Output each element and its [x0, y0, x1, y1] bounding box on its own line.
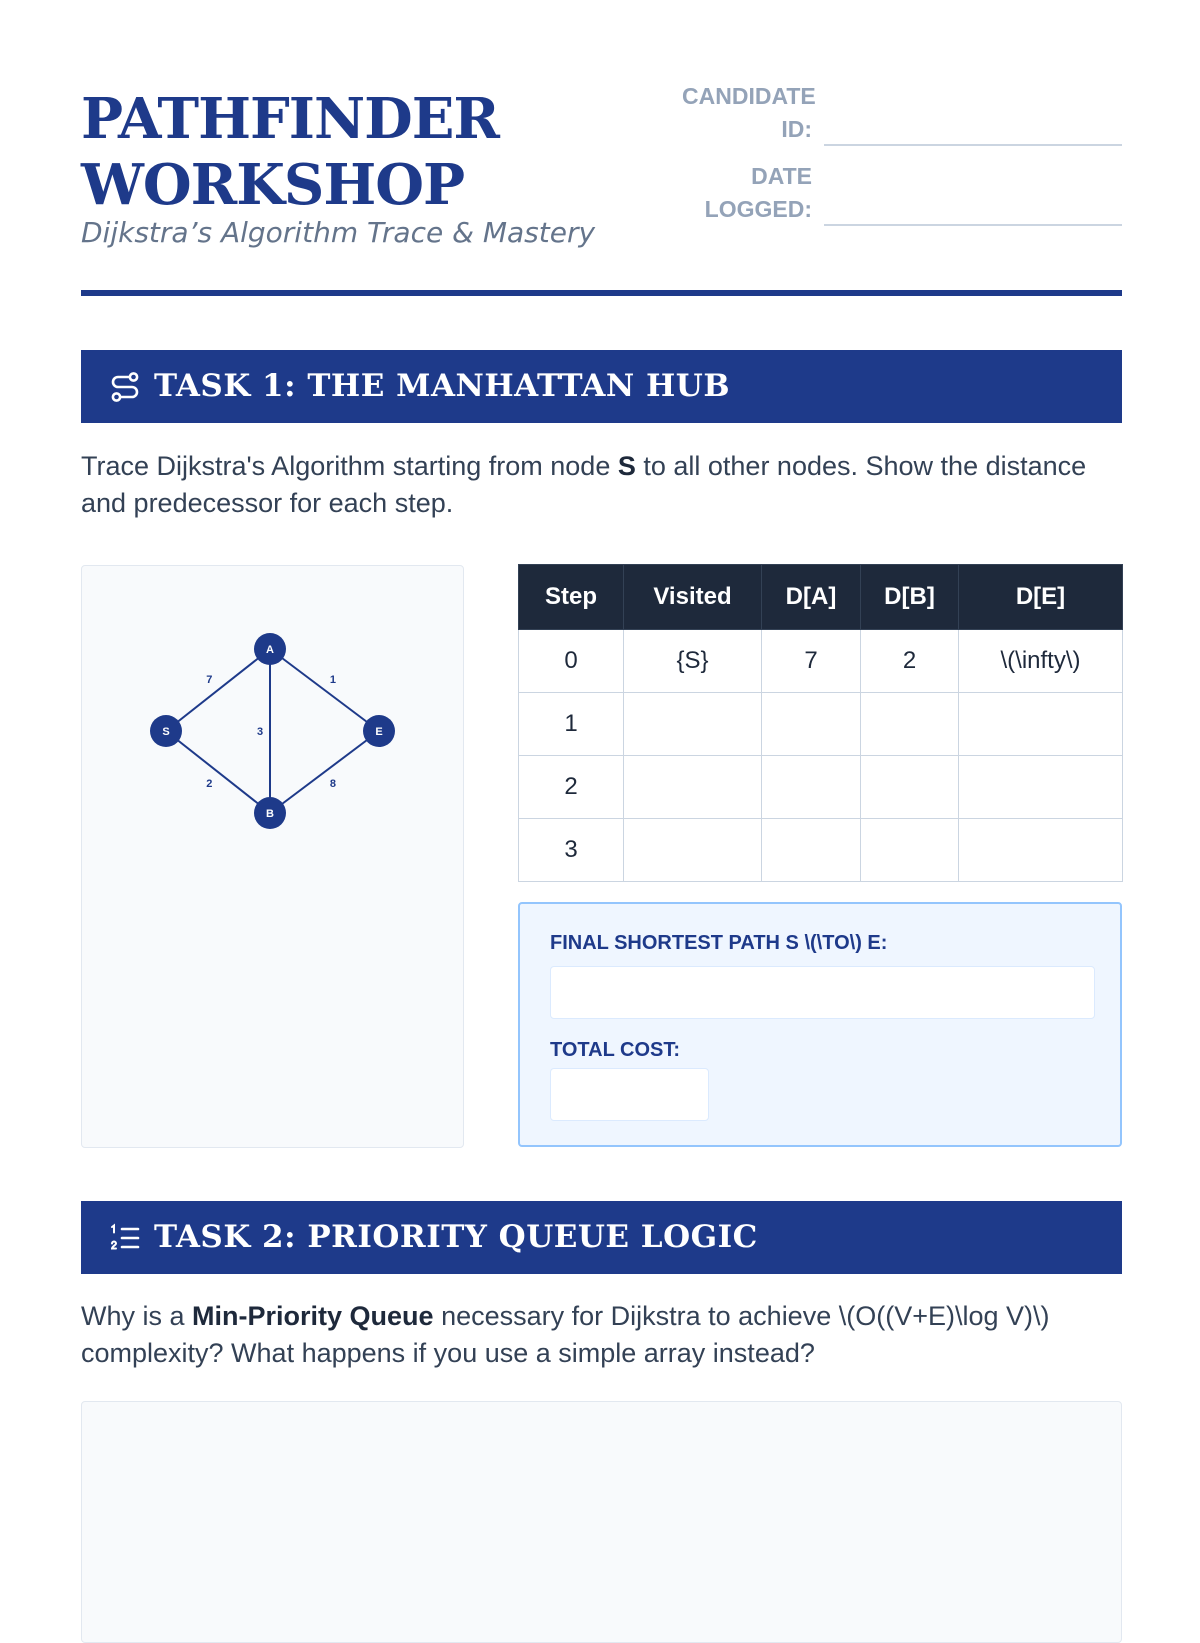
node-label: B: [266, 808, 274, 820]
header-divider: [81, 290, 1122, 296]
trace-cell[interactable]: [959, 756, 1123, 819]
worksheet-header: [81, 80, 1122, 280]
task1-prompt-node: S: [617, 451, 636, 481]
trace-cell[interactable]: [624, 693, 762, 756]
candidate-id-row: [682, 80, 1122, 146]
node-label: S: [162, 726, 170, 738]
edge-weight-label: 7: [206, 674, 213, 687]
trace-cell: 1: [519, 693, 624, 756]
task2-response-area[interactable]: [81, 1401, 1122, 1643]
task1-prompt-start: Trace Dijkstra's Algorithm starting from node: [81, 451, 618, 481]
page-title: [81, 86, 499, 218]
task1-prompt: [81, 448, 1122, 522]
trace-cell[interactable]: [959, 819, 1123, 882]
trace-cell[interactable]: [861, 756, 959, 819]
task2-prompt-start: Why is a: [81, 1301, 193, 1331]
task1-title: TASK 1: THE MANHATTAN HUB: [154, 368, 731, 404]
task2-prompt-term: Min-Priority Queue: [192, 1301, 434, 1331]
route-icon: [109, 371, 141, 403]
candidate-id-label: CANDIDATE ID:: [682, 83, 816, 142]
trace-cell: 0: [519, 630, 624, 693]
date-logged-field[interactable]: [824, 194, 1122, 226]
trace-cell[interactable]: [861, 693, 959, 756]
total-cost-field[interactable]: [550, 1068, 709, 1121]
trace-header-cell: D[A]: [762, 565, 861, 630]
task2-prompt: [81, 1298, 1122, 1372]
trace-cell[interactable]: 7: [762, 630, 861, 693]
graph-edge-BE: [270, 731, 379, 813]
date-logged-row: [682, 160, 1122, 226]
trace-cell[interactable]: [762, 693, 861, 756]
trace-cell: 2: [519, 756, 624, 819]
table-row: [519, 756, 1123, 819]
task1-header: [81, 350, 1122, 423]
edge-weight-label: 8: [329, 778, 336, 791]
trace-header-cell: D[B]: [861, 565, 959, 630]
trace-header-cell: D[E]: [959, 565, 1123, 630]
total-cost-label: TOTAL COST:: [550, 1039, 680, 1061]
task1-prompt-end: to all other nodes. Show the distance and predecessor for each step.: [81, 451, 1087, 518]
graph-panel: [81, 565, 464, 1148]
trace-header-row: [519, 565, 1123, 630]
trace-cell[interactable]: [762, 819, 861, 882]
title-line-1: PATHFINDER: [81, 86, 499, 152]
trace-header-cell: Visited: [624, 565, 762, 630]
date-logged-label: DATE LOGGED:: [704, 163, 812, 222]
page-subtitle: Dijkstra’s Algorithm Trace & Mastery: [81, 216, 596, 249]
task2-prompt-end: necessary for Dijkstra to achieve \(O((V+E)\log V)\) complexity? What happens if you use a simple array instead?: [81, 1301, 1050, 1368]
trace-cell[interactable]: [959, 693, 1123, 756]
trace-cell[interactable]: {S}: [624, 630, 762, 693]
graph-edge-AE: [270, 649, 379, 731]
answer-box: [518, 902, 1122, 1147]
trace-cell[interactable]: \(\infty\): [959, 630, 1123, 693]
task2-title: TASK 2: PRIORITY QUEUE LOGIC: [154, 1219, 758, 1255]
trace-cell[interactable]: [861, 819, 959, 882]
final-path-field[interactable]: [550, 966, 1095, 1019]
table-row: [519, 630, 1123, 693]
graph-edge-SB: [166, 731, 270, 813]
trace-cell: 3: [519, 819, 624, 882]
trace-cell[interactable]: [624, 756, 762, 819]
edge-weight-label: 2: [206, 777, 213, 790]
edge-weight-label: 1: [329, 673, 336, 686]
final-path-label: FINAL SHORTEST PATH S \(\TO\) E:: [550, 932, 888, 954]
node-label: A: [266, 644, 274, 656]
trace-cell[interactable]: [624, 819, 762, 882]
task2-header: [81, 1201, 1122, 1274]
trace-header-cell: Step: [519, 565, 624, 630]
edge-weight-label: 3: [256, 726, 264, 738]
graph-edge-SA: [166, 649, 270, 731]
trace-table: [518, 564, 1123, 882]
trace-cell[interactable]: [762, 756, 861, 819]
table-row: [519, 819, 1123, 882]
candidate-id-field[interactable]: [824, 114, 1122, 146]
trace-cell[interactable]: 2: [861, 630, 959, 693]
title-line-2: WORKSHOP: [81, 152, 465, 218]
node-label: E: [375, 726, 383, 738]
weighted-graph: [82, 566, 463, 1147]
ordered-list-icon: [109, 1222, 141, 1254]
table-row: [519, 693, 1123, 756]
